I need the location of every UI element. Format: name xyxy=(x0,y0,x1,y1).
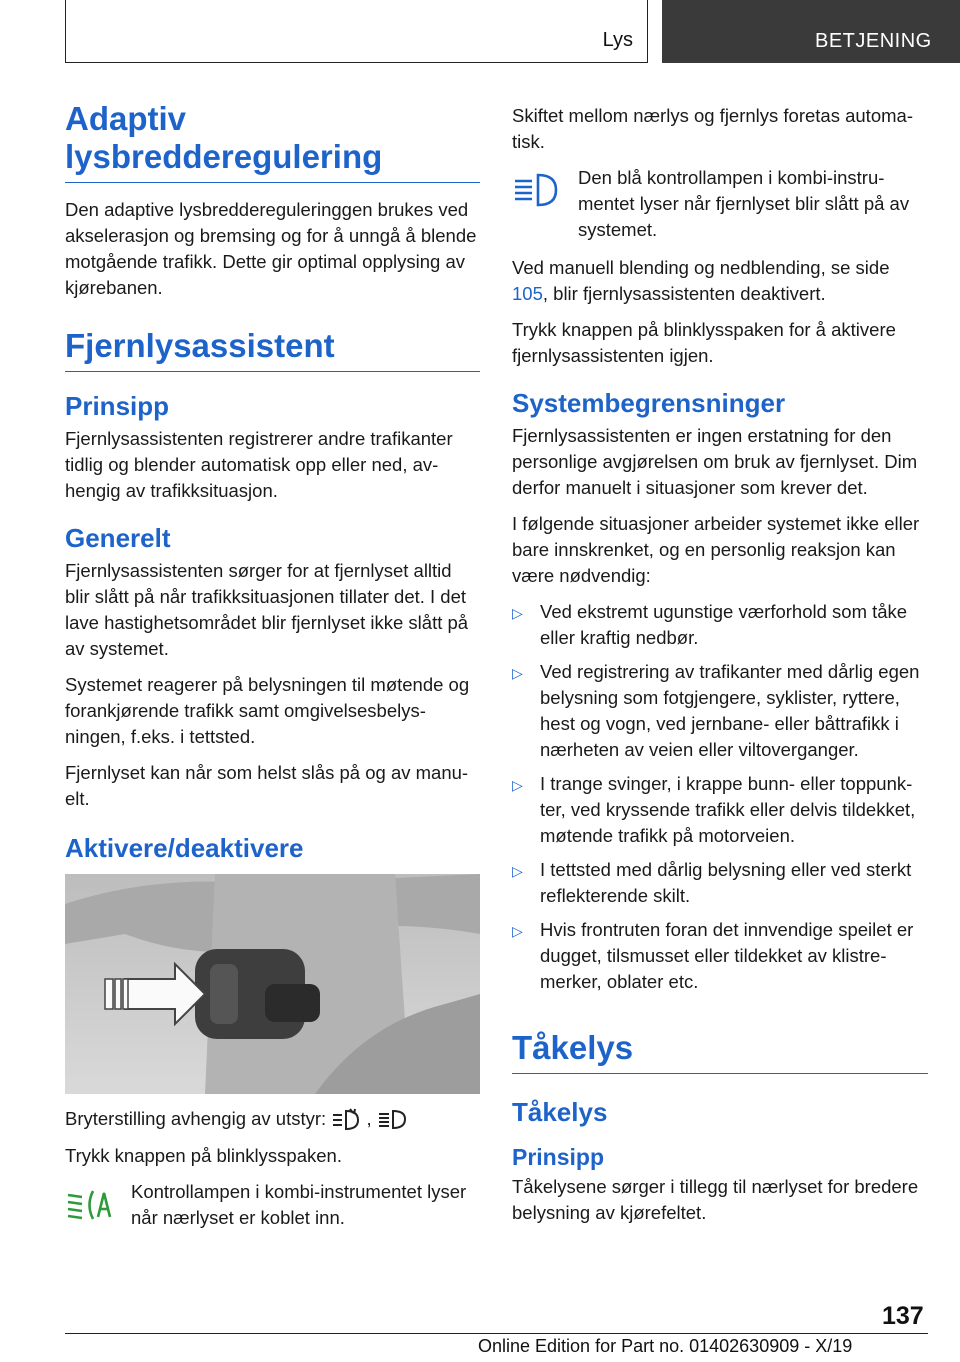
list-item: ▷ Hvis frontruten foran det innvendige speilet er dugget, tilsmusset eller tildekket av klistremerker, oblater etc. xyxy=(512,917,928,995)
heading-taakelys-prinsipp: Prinsipp xyxy=(512,1144,605,1170)
heading-systembegrensninger: Systembegrensninger xyxy=(512,388,786,418)
generelt-text-2: Systemet reagerer på belysningen til møtende og forankjørende trafikk samt omgivelsesbelysningen, f.eks. i tettsted. xyxy=(65,674,470,747)
skift-text: Skiftet mellom nærlys og fjernlys foretas automatisk. xyxy=(512,105,913,152)
left-column xyxy=(65,100,480,1243)
bryter-text xyxy=(65,1106,480,1133)
high-beam-icon xyxy=(377,1107,407,1133)
manuell-pre: Ved manuell blending og nedblending, se side xyxy=(512,257,890,278)
section-title: Lys xyxy=(602,29,633,51)
system-text-1: Fjernlysassistenten er ingen erstatning for den personlige avgjørelsen om bruk av fjernlyset. Dim derfor manuelt i situasjoner som krever det. xyxy=(512,425,918,498)
page-link-105[interactable]: 105 xyxy=(512,283,543,304)
trykk-reactivate-text: Trykk knappen på blinklysspaken for å aktivere fjernlysassistenten igjen. xyxy=(512,319,896,366)
heading-generelt: Generelt xyxy=(65,523,171,553)
list-item: ▷ Ved registrering av trafikanter med dårlig egen belysning som fotgjengere, syklister, ryttere, hest og vogn, ved jernbane- eller båttrafikk i nærheten av veien eller viltoverganger. xyxy=(512,659,928,763)
chapter-title: BETJENING xyxy=(815,30,932,52)
heading-prinsipp: Prinsipp xyxy=(65,391,170,421)
prinsipp-text: Fjernlysassistenten registrerer andre trafikanter tidlig og blender automatisk opp eller ned, avhengig av trafikksituasjon. xyxy=(65,428,453,501)
low-beam-note-text: Kontrollampen i kombi-instrumentet lyser når nærlyset er koblet inn. xyxy=(131,1181,467,1229)
bullet-triangle-icon: ▷ xyxy=(512,863,523,879)
high-beam-indicator-icon xyxy=(512,171,560,211)
turn-signal-lever-photo xyxy=(65,874,480,1094)
heading-adaptive: Adaptiv lysbredderegulering xyxy=(65,100,480,183)
heading-aktivere: Aktivere/deaktivere xyxy=(65,833,304,863)
heading-taakelys: Tåkelys xyxy=(512,1029,928,1074)
list-item: ▷ I tettsted med dårlig belysning eller ved sterkt reflekterende skilt. xyxy=(512,857,928,909)
low-beam-note xyxy=(65,1179,480,1231)
footer-divider xyxy=(65,1333,928,1334)
page-number: 137 xyxy=(882,1302,924,1330)
high-beam-assistant-icon xyxy=(331,1107,361,1133)
trykk-text: Trykk knappen på blinklysspaken. xyxy=(65,1145,342,1167)
bullet-triangle-icon: ▷ xyxy=(512,665,523,681)
heading-taakelys-sub: Tåkelys xyxy=(512,1097,608,1127)
list-item: ▷ Ved ekstremt ugunstige værforhold som tåke eller kraftig nedbør. xyxy=(512,599,928,651)
system-text-2: I følgende situasjoner arbeider systemet ikke eller bare innskrenket, og en personlig reaksjon kan være nødvendig: xyxy=(512,513,920,586)
high-beam-note xyxy=(512,165,928,243)
bullet-triangle-icon: ▷ xyxy=(512,605,523,621)
heading-fernlysassistent: Fjernlysassistent xyxy=(65,327,480,372)
footer-edition: Online Edition for Part no. 01402630909 - X/19 xyxy=(478,1336,853,1356)
adaptive-text: Den adaptive lysbreddereguleringgen brukes ved akselerasjon og bremsing og for å unngå å blende motgående trafikk. Dette gir optimal opplysing av kjørebanen. xyxy=(65,199,477,298)
bryter-label: Bryterstilling avhengig av utstyr: xyxy=(65,1108,327,1129)
right-column xyxy=(512,103,928,1236)
taakelys-text: Tåkelysene sørger i tillegg til nærlyset for bredere belysning av kjørefeltet. xyxy=(512,1176,919,1223)
bryter-separator: , xyxy=(366,1108,372,1129)
chapter-tab xyxy=(662,0,960,63)
manuell-text xyxy=(512,255,928,307)
header-section-box xyxy=(65,0,648,63)
list-item: ▷ I trange svinger, i krappe bunn- eller toppunkter, ved kryssende trafikk eller delvis tildekket, møtende trafikk på motorveien. xyxy=(512,771,928,849)
manuell-post: , blir fjernlysassistenten deaktivert. xyxy=(542,283,826,304)
low-beam-indicator-icon xyxy=(65,1185,113,1225)
bullet-triangle-icon: ▷ xyxy=(512,777,523,793)
generelt-text-1: Fjernlysassistenten sørger for at fjernlyset alltid blir slått på når trafikksituasjonen tillater det. I det lave hastighetsområdet blir fjernlyset ikke slått på av systemet. xyxy=(65,560,469,659)
generelt-text-3: Fjernlyset kan når som helst slås på og av manuelt. xyxy=(65,762,469,809)
high-beam-note-text: Den blå kontrollampen i kombi-instrumentet lyser når fjernlyset blir slått på av systemet. xyxy=(578,167,910,240)
bullet-triangle-icon: ▷ xyxy=(512,923,523,939)
limitation-list xyxy=(512,599,928,995)
